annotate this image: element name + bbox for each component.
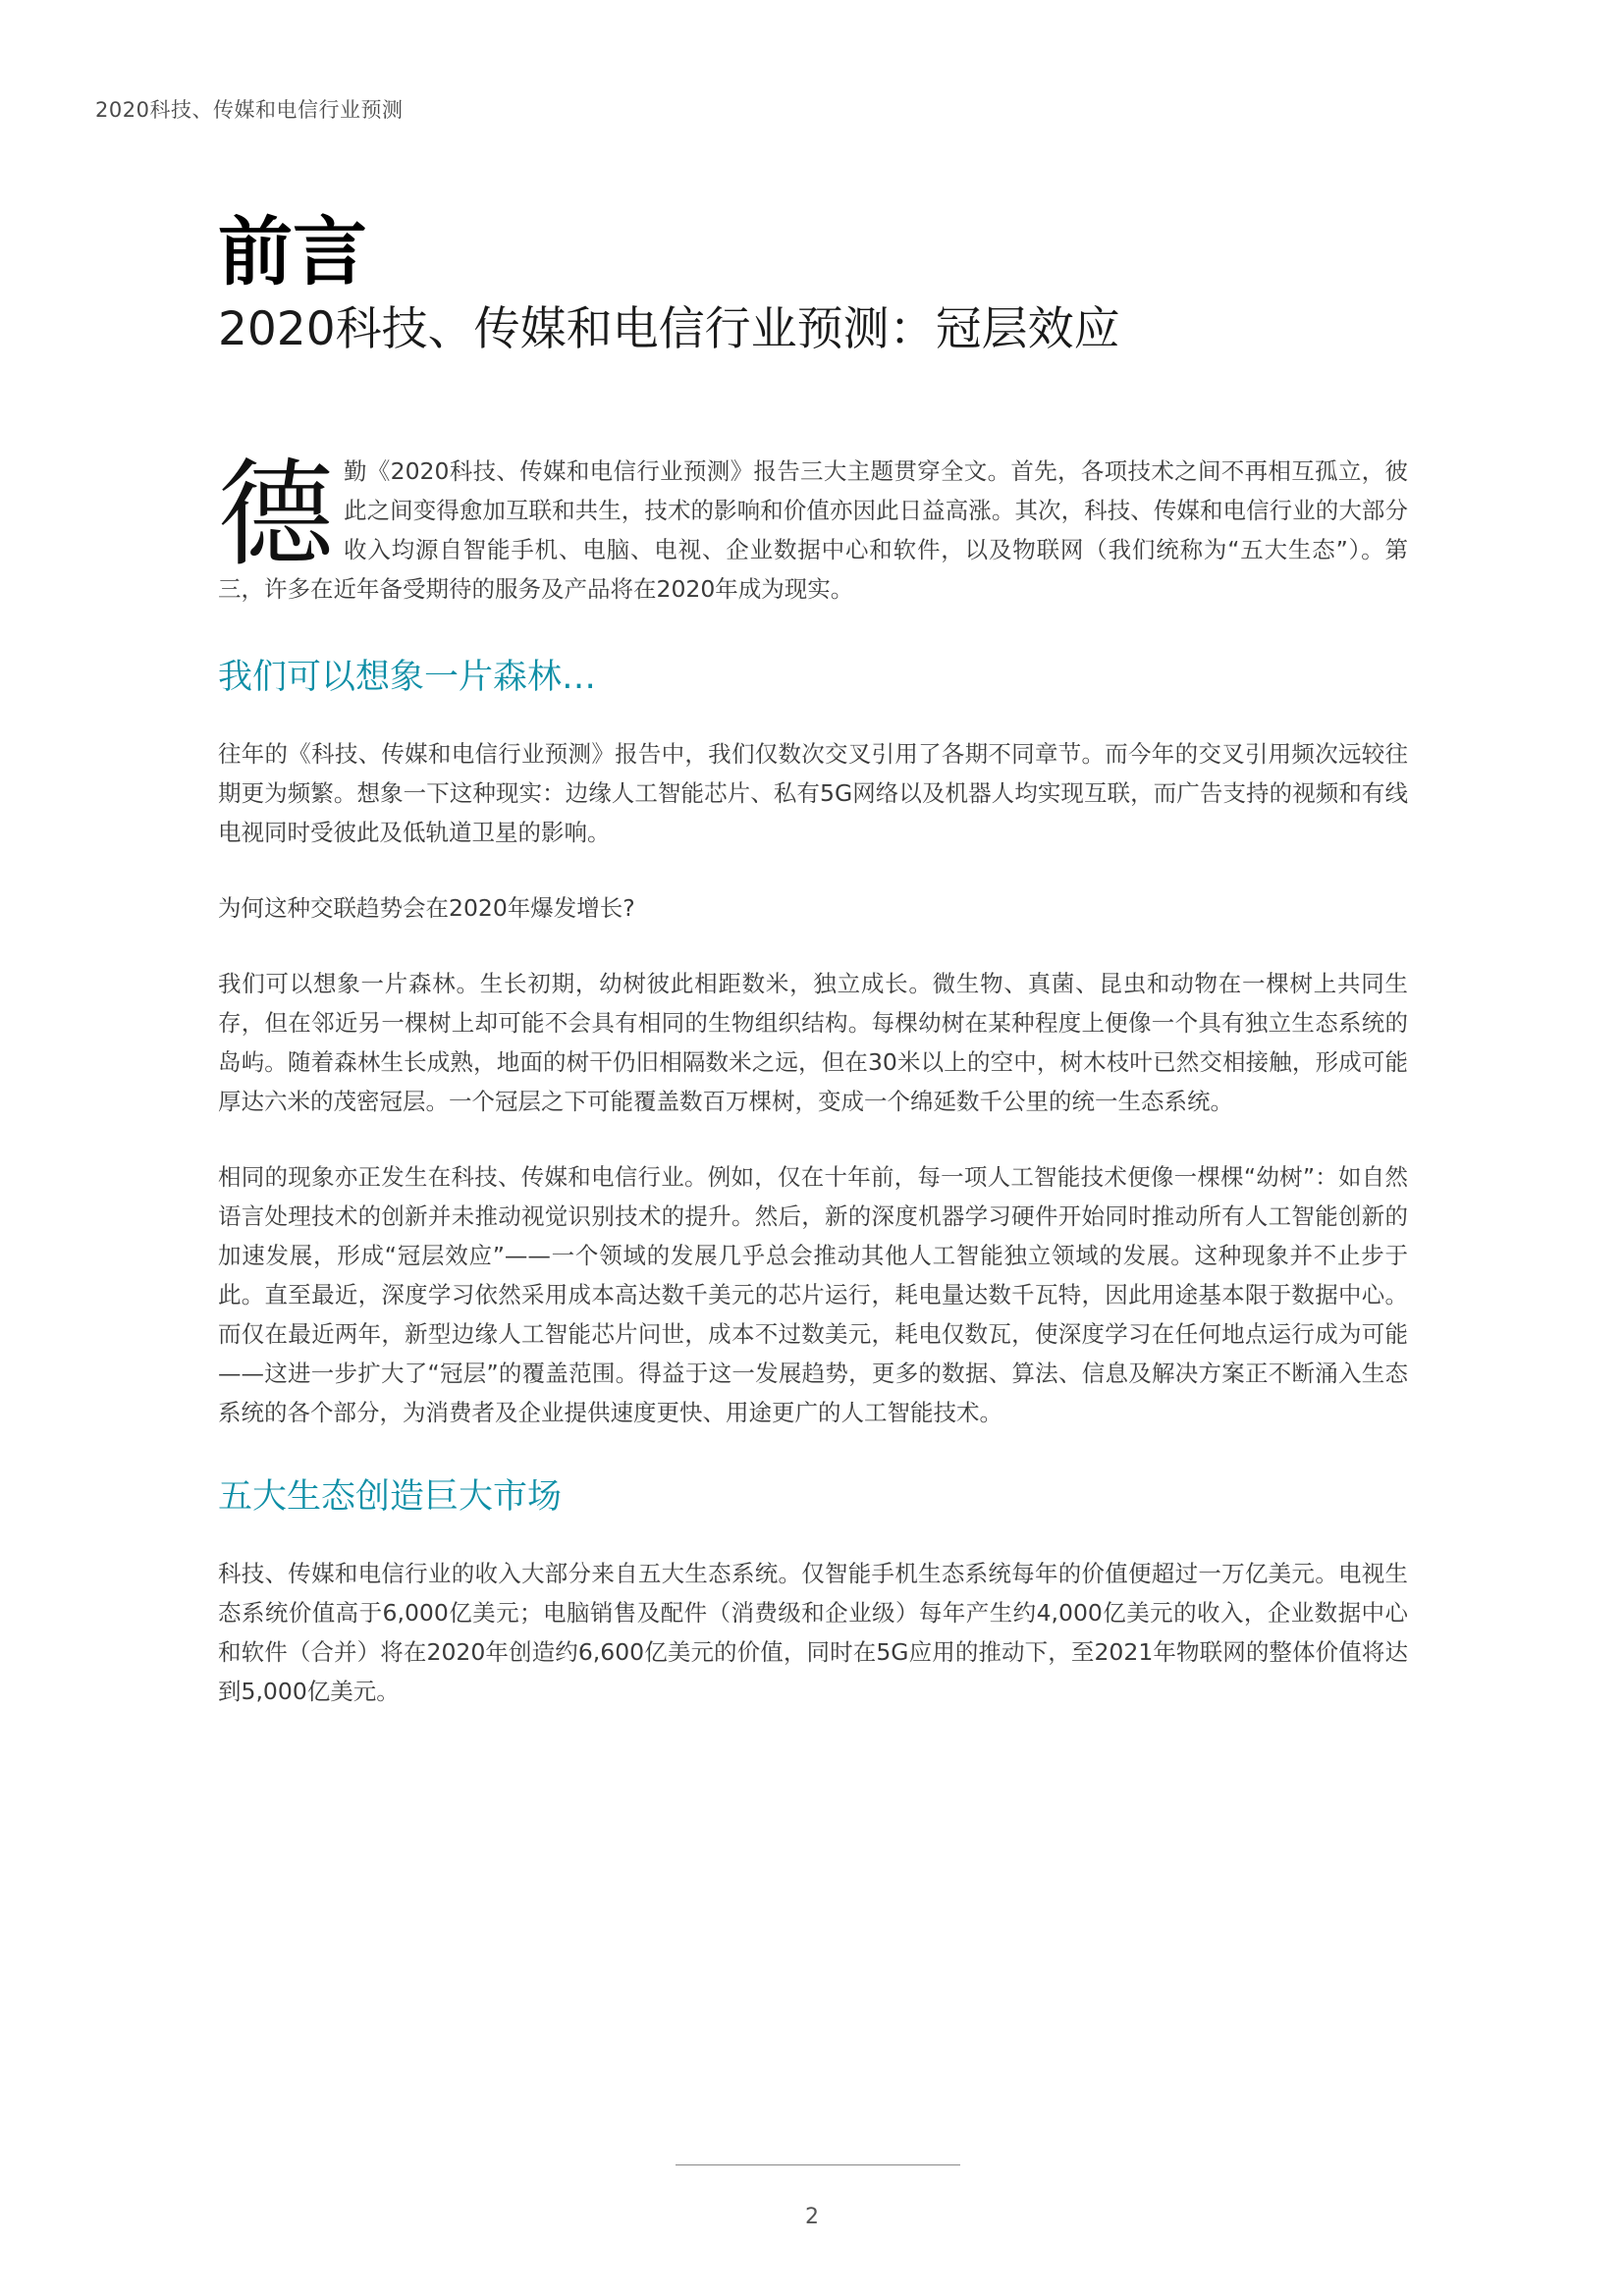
main-content	[218, 447, 1408, 1747]
section-heading-five-ecosystems: 五大生态创造巨大市场	[218, 1477, 563, 1517]
running-header: 2020科技、传媒和电信行业预测	[95, 98, 404, 122]
section-paragraph: 相同的现象亦正发生在科技、传媒和电信行业。例如，仅在十年前，每一项人工智能技术便像一棵棵“幼树”：如自然语言处理技术的创新并未推动视觉识别技术的提升。然后，新的深度机器学习硬件开始同时推动所有人工智能创新的加速发展，形成“冠层效应”——一个领域的发展几乎总会推动其他人工智能独立领域的发展。这种现象并不止步于此。直至最近，深度学习依然采用成本高达数千美元的芯片运行，耗电量达数千瓦特，因此用途基本限于数据中心。而仅在最近两年，新型边缘人工智能芯片问世，成本不过数美元，耗电仅数瓦，使深度学习在任何地点运行成为可能——这进一步扩大了“冠层”的覆盖范围。得益于这一发展趋势，更多的数据、算法、信息及解决方案正不断涌入生态系统的各个部分，为消费者及企业提供速度更快、用途更广的人工智能技术。	[218, 1163, 1408, 1426]
page-subtitle: 2020科技、传媒和电信行业预测：冠层效应	[218, 302, 1120, 356]
footer-divider	[676, 2164, 960, 2165]
page-title: 前言	[218, 208, 367, 295]
section-heading-forest: 我们可以想象一片森林…	[218, 658, 597, 697]
intro-paragraph	[218, 447, 1408, 609]
drop-cap: 德	[218, 447, 335, 582]
section-paragraph: 往年的《科技、传媒和电信行业预测》报告中，我们仅数次交叉引用了各期不同章节。而今年的交叉引用频次远较往期更为频繁。想象一下这种现实：边缘人工智能芯片、私有5G网络以及机器人均实现互联，而广告支持的视频和有线电视同时受彼此及低轨道卫星的影响。	[218, 740, 1408, 846]
intro-text: 勤《2020科技、传媒和电信行业预测》报告三大主题贯穿全文。首先，各项技术之间不再相互孤立，彼此之间变得愈加互联和共生，技术的影响和价值亦因此日益高涨。其次，科技、传媒和电信行业的大部分收入均源自智能手机、电脑、电视、企业数据中心和软件，以及物联网（我们统称为“五大生态”）。第三，许多在近年备受期待的服务及产品将在2020年成为现实。	[218, 457, 1408, 603]
title-block	[218, 208, 1416, 359]
section-paragraph: 为何这种交联趋势会在2020年爆发增长?	[218, 894, 635, 922]
section-paragraph: 我们可以想象一片森林。生长初期，幼树彼此相距数米，独立成长。微生物、真菌、昆虫和动物在一棵树上共同生存，但在邻近另一棵树上却可能不会具有相同的生物组织结构。每棵幼树在某种程度上便像一个具有独立生态系统的岛屿。随着森林生长成熟，地面的树干仍旧相隔数米之远，但在30米以上的空中，树木枝叶已然交相接触，形成可能厚达六米的茂密冠层。一个冠层之下可能覆盖数百万棵树，变成一个绵延数千公里的统一生态系统。	[218, 970, 1408, 1115]
page-number: 2	[805, 2205, 819, 2229]
section-paragraph: 科技、传媒和电信行业的收入大部分来自五大生态系统。仅智能手机生态系统每年的价值便超过一万亿美元。电视生态系统价值高于6,000亿美元；电脑销售及配件（消费级和企业级）每年产生约4,000亿美元的收入，企业数据中心和软件（合并）将在2020年创造约6,600亿美元的价值，同时在5G应用的推动下，至2021年物联网的整体价值将达到5,000亿美元。	[218, 1560, 1408, 1705]
